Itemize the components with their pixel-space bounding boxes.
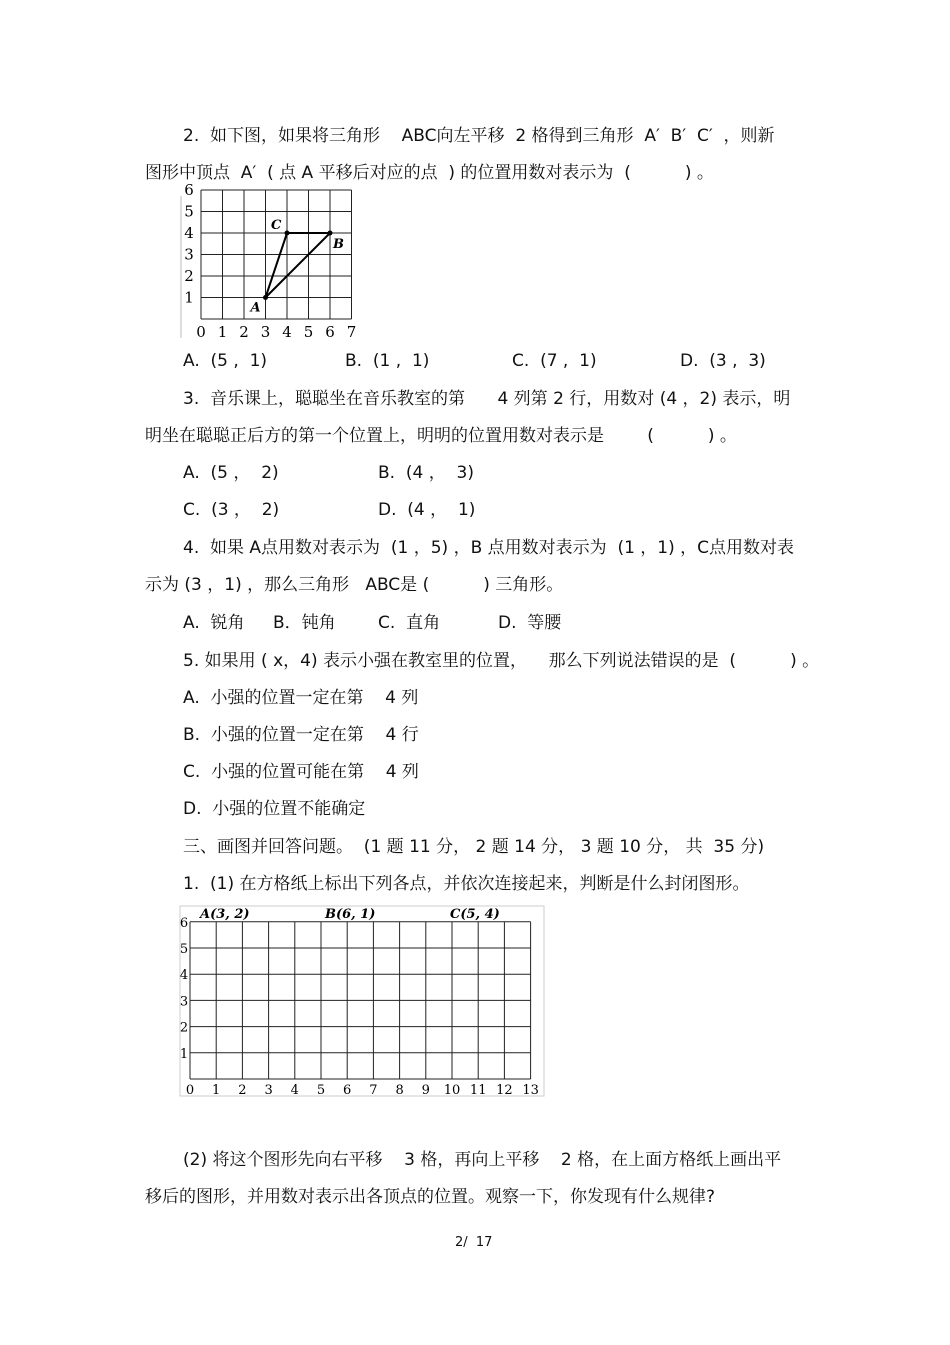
- q2-text-line2: 图形中顶点 A′ ( 点 A 平移后对应的点 ) 的位置用数对表示为 ( ) 。: [145, 163, 714, 183]
- q5-option-b: B. 小强的位置一定在第 4 行: [183, 725, 419, 745]
- q3-text-line1: 3. 音乐课上，聪聪坐在音乐教室的第 4 列第 2 行，用数对 (4 ，2) 表示，明: [183, 389, 791, 409]
- y-tick-label: 6: [179, 915, 189, 931]
- q2-triangle-figure: [176, 181, 366, 344]
- label-c: C: [271, 218, 282, 233]
- x-tick-label: 1: [212, 1083, 221, 1098]
- y-tick-label: 1: [179, 1046, 189, 1062]
- q4-text-line1: 4. 如果 A点用数对表示为 (1 ，5) ，B 点用数对表示为 (1 ，1) ，C点用数对表: [183, 538, 795, 558]
- x-tick-label: 0: [196, 323, 206, 341]
- x-tick-label: 4: [282, 323, 292, 341]
- section3-heading: 三、画图并回答问题。 (1 题 11 分， 2 题 14 分， 3 题 10 分， 共 35 分): [183, 837, 765, 857]
- x-tick-label: 6: [325, 323, 335, 341]
- q2-option-c: C. (7 , 1): [512, 351, 597, 371]
- q3-text-line2: 明坐在聪聪正后方的第一个位置上，明明的位置用数对表示是 ( ) 。: [145, 426, 737, 446]
- q2-option-d: D. (3 , 3): [680, 351, 766, 371]
- figure-frame: [180, 906, 544, 1096]
- x-tick-label: 2: [239, 323, 249, 341]
- x-tick-label: 10: [443, 1083, 461, 1098]
- x-tick-label: 2: [238, 1083, 247, 1098]
- q3-option-b: B. (4 ， 3): [378, 463, 474, 483]
- x-tick-label: 5: [303, 323, 314, 341]
- x-tick-label: 12: [496, 1083, 513, 1098]
- q5-option-a: A. 小强的位置一定在第 4 列: [183, 688, 419, 708]
- q4-option-c: C. 直角: [378, 613, 441, 633]
- x-tick-label: 7: [369, 1083, 378, 1098]
- label-b: B: [333, 237, 344, 252]
- y-tick-label: 3: [179, 994, 189, 1010]
- y-tick-label: 4: [179, 968, 189, 984]
- section3-q1-part1: 1. (1) 在方格纸上标出下列各点，并依次连接起来，判断是什么封闭图形。: [183, 874, 750, 894]
- x-tick-label: 13: [522, 1083, 539, 1098]
- x-tick-label: 1: [217, 323, 228, 341]
- y-tick-label: 2: [179, 1020, 189, 1036]
- q4-option-d: D. 等腰: [498, 613, 562, 633]
- coordinate-label: C(5, 4): [450, 907, 500, 922]
- q4-option-b: B．钝角: [273, 613, 336, 633]
- page-number: 2/ 17: [455, 1235, 493, 1250]
- coordinate-grid-figure: [178, 904, 548, 1100]
- x-tick-label: 9: [421, 1083, 430, 1098]
- x-tick-label: 5: [316, 1083, 326, 1098]
- y-tick-label: 5: [184, 202, 194, 221]
- q2-option-a: A. (5 , 1): [183, 351, 268, 371]
- q4-option-a: A. 锐角: [183, 613, 245, 633]
- x-tick-label: 8: [395, 1083, 404, 1098]
- section3-q1-part2-line1: (2) 将这个图形先向右平移 3 格，再向上平移 2 格，在上面方格纸上画出平: [183, 1150, 782, 1170]
- y-tick-label: 1: [184, 288, 194, 307]
- x-tick-label: 0: [185, 1083, 195, 1098]
- coordinate-label: A(3, 2): [200, 907, 250, 922]
- y-tick-label: 3: [184, 245, 194, 264]
- q2-option-b: B. (1 , 1): [345, 351, 430, 371]
- x-tick-label: 6: [343, 1083, 352, 1098]
- q5-option-d: D. 小强的位置不能确定: [183, 799, 366, 819]
- x-tick-label: 11: [469, 1083, 487, 1098]
- q3-option-c: C. (3 ， 2): [183, 500, 280, 520]
- y-tick-label: 4: [184, 224, 194, 242]
- triangle-abc: [266, 233, 331, 298]
- q5-text-line1: 5. 如果用 ( x，4) 表示小强在教室里的位置， 那么下列说法错误的是 ( ) 。: [183, 651, 820, 671]
- x-tick-label: 3: [264, 1083, 273, 1098]
- vertex-dot: [285, 231, 290, 236]
- q2-text-line1: 2. 如下图，如果将三角形 ABC向左平移 2 格得到三角形 A′ B′ C′ ，则新: [183, 126, 775, 146]
- coordinate-label: B(6, 1): [325, 907, 376, 922]
- y-tick-label: 2: [184, 267, 194, 285]
- y-tick-label: 6: [184, 181, 194, 199]
- q5-option-c: C. 小强的位置可能在第 4 列: [183, 762, 419, 782]
- label-a: A: [250, 300, 261, 316]
- q3-option-d: D. (4 ， 1): [378, 500, 476, 520]
- x-tick-label: 7: [346, 323, 357, 341]
- vertex-dot: [328, 231, 333, 236]
- vertex-dot: [263, 295, 268, 300]
- x-tick-label: 4: [290, 1083, 299, 1098]
- q3-option-a: A. (5 ， 2): [183, 463, 279, 483]
- q4-text-line2: 示为 (3 ，1) ，那么三角形 ABC是 ( ) 三角形。: [145, 575, 564, 595]
- section3-q1-part2-line2: 移后的图形，并用数对表示出各顶点的位置。观察一下，你发现有什么规律?: [145, 1187, 716, 1207]
- x-tick-label: 3: [260, 323, 271, 341]
- y-tick-label: 5: [179, 942, 189, 957]
